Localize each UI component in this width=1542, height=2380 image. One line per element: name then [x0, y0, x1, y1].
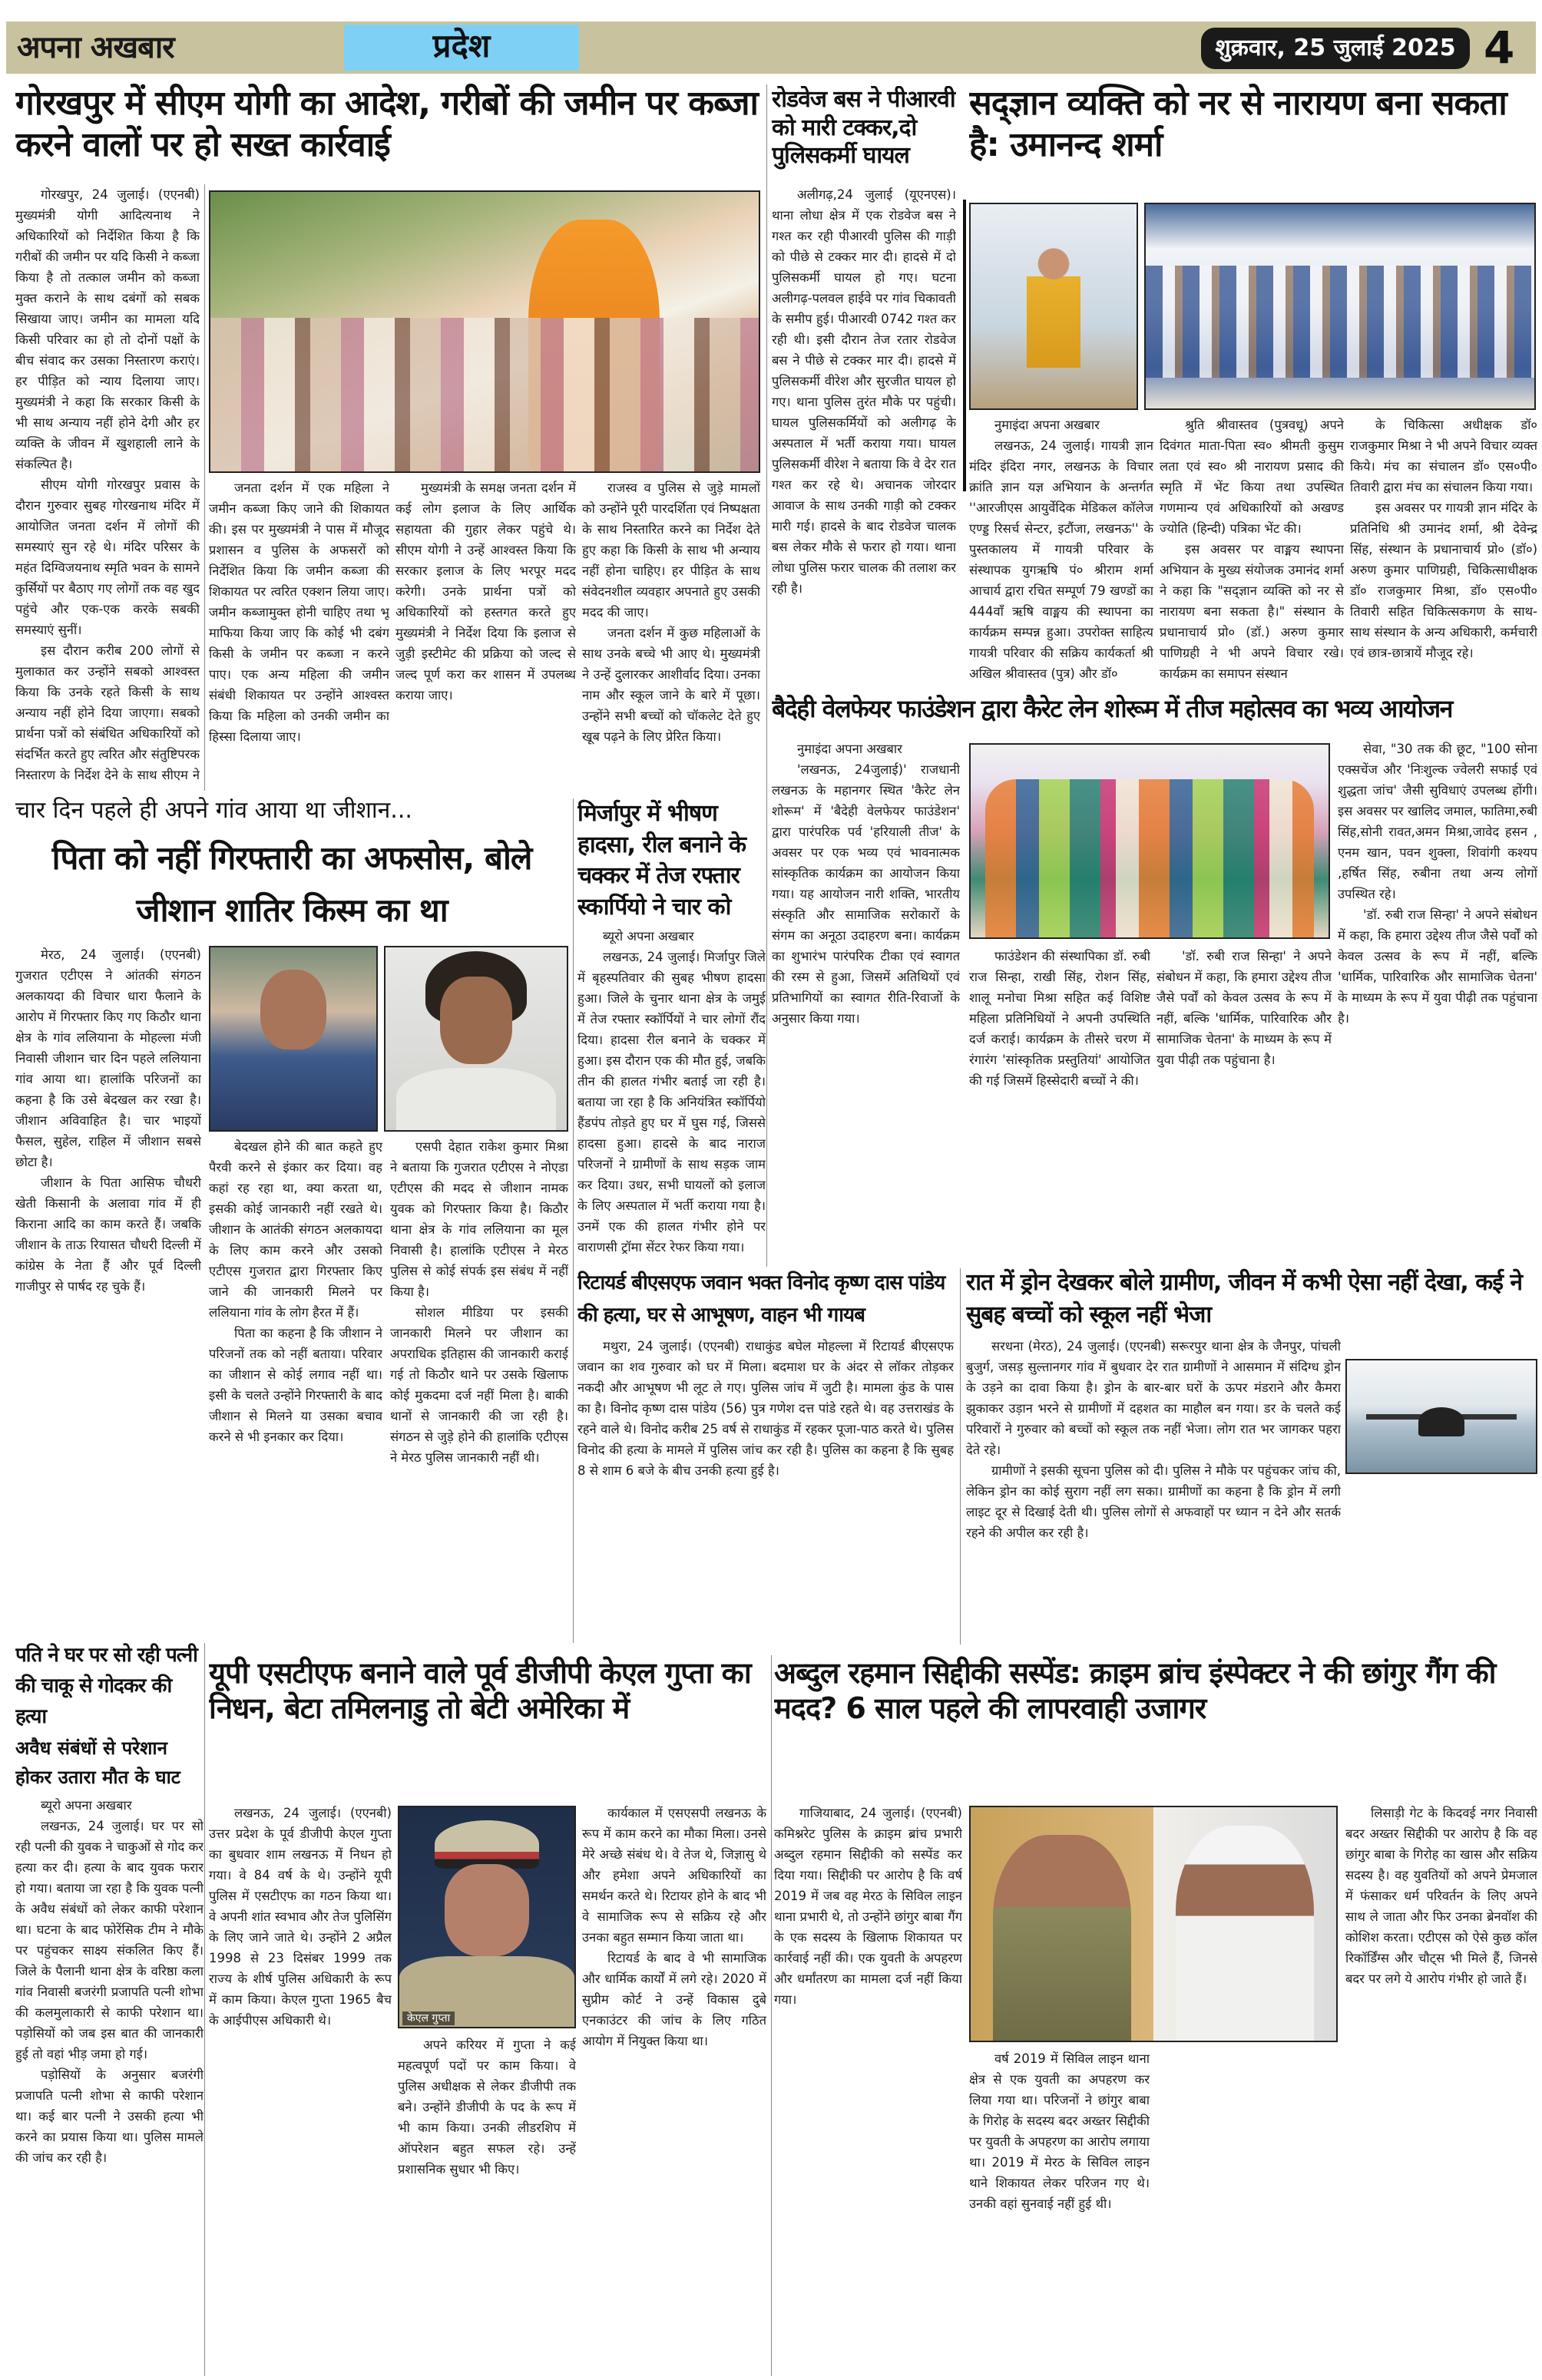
article-baidehi-col2: फाउंडेशन की संस्थापिका डॉ. रुबी राज सिन्हा, राखी सिंह, रोशन सिंह, शालू मनोचा मिश्रा सहित कई विशिष्ट महिला प्रतिनिधियों ने अपनी उपस्थिति दर्ज कराई। कार्यक्रम के तीसरे चरण में रंगारंग 'सांस्कृतिक प्रस्तुतियां' आयोजित की गई जिसमें हिस्सेदारी बच्चों ने की।	[969, 949, 1150, 1088]
article-zeeshan-col3: एसपी देहात राकेश कुमार मिश्रा ने बताया कि गुजरात एटीएस ने नोएडा एटीएस की मदद से जीशान नामक युवक को गिरफ्तार किया है। किठौर थाना क्षेत्र के गांव ललियाना का मूल निवासी है। हालांकि एटीएस ने मेरठ पुलिस से कोई संपर्क इस संबंध में नहीं किया है। सोशल मीडिया पर इसकी जानकारी मिलने पर जीशान का अपराधिक इतिहास की जानकारी कराई गई तो किठौर थाने पर उसके खिलाफ कोई मुकदमा दर्ज नहीं मिला है। बाकी थानों से जानकारी की जा रही है। संगठन से जुड़े होने की हालांकि एटीएस ने मेरठ पुलिस जानकारी नहीं थी।	[390, 1139, 568, 1465]
photo-father	[209, 946, 378, 1132]
column-divider	[963, 200, 966, 491]
article-drone: सरधना (मेरठ), 24 जुलाई। (एएनबी) सरूरपुर थाना क्षेत्र के जैनपुर, पांचली बुजुर्ग, जसड़ सुल्तानगर गांव में बुधवार देर रात ग्रामीणों ने आसमान में संदिग्ध ड्रोन के उड़ने का दावा किया है। ड्रोन के बार-बार घरों के ऊपर मंडराने और कैमरा झुकाकर उड़ान भरने से ग्रामीणों में दहशत का माहौल बन गया। डर के चलते कई परिवारों ने गुरुवार को बच्चों को स्कूल तक नहीं भेजा। लोग रात भर जागकर पहरा देते रहे। ग्रामीणों ने इसकी सूचना पुलिस को दी। पुलिस ने मौके पर पहुंचकर जांच की, लेकिन ड्रोन का कोई सुराग नहीं लग सका। ग्रामीणों का कहना है कि ड्रोन में लगी लाइट दूर से दिखाई देती थी। पुलिस लोगों से अफवाहों पर ध्यान न देने और सतर्क रहने की अपील कर रही है।	[966, 1339, 1341, 1540]
headline-bsf: रिटायर्ड बीएसएफ जवान भक्त विनोद कृष्ण दास पांडेय की हत्या, घर से आभूषण, वाहन भी गायब	[577, 1271, 945, 1327]
headline-gorakhpur: गोरखपुर में सीएम योगी का आदेश, गरीबों की जमीन पर कब्जा करने वालों पर हो सख्त कार्रवाई	[15, 84, 758, 164]
dateline: गोरखपुर, 24 जुलाई। (एएनबी)	[41, 187, 200, 202]
article-sadgyan-col2: श्रुति श्रीवास्तव (पुत्रवधू) अपने दिवंगत माता-पिता स्व० श्रीमती कुसुम लता एवं स्व० श्री नारायण प्रसाद की स्मृति में भेंट किया तथा उपस्थित गणमान्य एवं अधिकारियों को अखण्ड ज्योति (हिन्दी) पत्रिका भेंट की। इस अवसर पर वाङ्मय स्थापना अभियान के मुख्य संयोजक उमानंद शर्मा ने कहा कि "सद्ज्ञान व्यक्ति को नर से नारायण बना सकता है।" संस्थान के प्रधानाचार्य प्रो० (डॉ.) अरुण कुमार पाणिग्रही ने भी अपने विचार रखे। कार्यक्रम का समापन संस्थान	[1160, 418, 1344, 681]
article-siddiqui-col4: लिसाड़ी गेट के किदवई नगर निवासी बदर अख्तर सिद्दीकी पर आरोप है कि वह छांगुर बाबा के गिरोह का खास और सक्रिय सदस्य है। वह युवतियों को अपने प्रेमजाल में फंसाकर धर्म परिवर्तन के लिए अपने साथ ले जाता और फिर उनका ब्रेनवॉश की कोशिश करता। एटीएस को ऐसे कुछ कॉल रिकॉर्डिंग्स और चौट्स भी मिले हैं, जिनसे बदर पर लगे ये आरोप गंभीर हो जाते हैं।	[1345, 1806, 1537, 1986]
headline-chaku: पति ने घर पर सो रही पत्नी की चाकू से गोदकर की हत्या	[15, 1644, 197, 1728]
article-bsf: मथुरा, 24 जुलाई। (एएनबी) राधाकुंड बघेल मोहल्ला में रिटायर्ड बीएसएफ जवान का शव गुरुवार को घर में मिला। बदमाश घर के अंदर से लॉकर तोड़कर नकदी और आभूषण भी लूट ले गए। पुलिस जांच में जुटी है। मामला कुंड के पास का है। विनोद कृष्ण दास पांडेय (56) पुत्र गणेश दत्त पांडे रहते थे। वह उत्तराखंड के रहने वाले थे। विनोद करीब 25 वर्ष से राधाकुंड में रहकर पूजा-पाठ करते थे। पुलिस विनोद की हत्या के मामले में पुलिस जांच कर रही है। पुलिस का कहना है कि सुबह 8 से शाम 6 बजे के बीच उनकी हत्या हुई है।	[577, 1339, 954, 1478]
article-sadgyan-col3: के चिकित्सा अधीक्षक डॉ० राजकुमार मिश्रा ने भी अपने विचार व्यक्त किये। मंच का संचालन डॉ० एस०पी० तिवारी द्वारा मंच का संचालन किया गया। इस अवसर पर गायत्री ज्ञान मंदिर के प्रतिनिधि श्री उमानंद शर्मा, श्री देवेन्द्र सिंह, संस्थान के प्रधानाचार्य प्रो० (डॉ०) अरुण कुमार पाणिग्रही, चिकित्साधीक्षक डॉ० राजकुमार मिश्रा, डॉ० एस०पी० तिवारी सहित चिकित्सकगण के साथ-साथ संस्थान के अन्य अधिकारी, कर्मचारी एवं छात्र-छात्रायें मौजूद रहे।	[1350, 418, 1537, 660]
headline-zeeshan: पिता को नहीं गिरफ्तारी का अफसोस, बोले जीशान शातिर किस्म का था	[51, 839, 532, 929]
article-baidehi-col3: 'डॉ. रुबी राज सिन्हा' ने अपने संबोधन में कहा, कि हमारा उद्देश्य तीज जैसे पर्वों को केवल उत्सव के रूप में नहीं, बल्कि 'धार्मिक, पारिवारिक और सामाजिक चेतना' के माध्यम के रूप में युवा पीढ़ी तक पहुंचाना है।	[1156, 949, 1332, 1067]
article-gorakhpur-col1: गोरखपुर, 24 जुलाई। (एएनबी) मुख्यमंत्री योगी आदित्यनाथ ने अधिकारियों को निर्देशित किया है कि गरीबों की जमीन पर यदि किसी ने कब्जा किया है तो तत्काल जमीन को कब्जा मुक्त कराने के साथ दबंगों को सबक सिखाया जाए। जमीन का मामला यदि किसी परिवार का हो तो दोनों पक्षों के बीच संवाद कर उसका निस्तारण कराएं। हर पीड़ित को न्याय दिलाया जाए। मुख्यमंत्री ने कहा कि सरकार किसी के भी साथ अन्याय नहीं होने देगी और हर व्यक्ति के जीवन में खुशहाली लाने के संकल्पित है। सीएम योगी गोरखपुर प्रवास के दौरान गुरुवार सुबह गोरखनाथ मंदिर में आयोजित जनता दर्शन में लोगों की समस्याएं सुन रहे थे। मंदिर परिसर के महंत दिग्विजयनाथ स्मृति भवन के सामने कुर्सियों पर बैठाए गए लोगों तक वह खुद पहुंचे और एक-एक करके सबकी समस्याएं सुनीं। इस दौरान करीब 200 लोगों से मुलाकात कर उन्होंने सबको आश्वस्त किया कि उनके रहते किसी के साथ अन्याय नहीं होने दिया जाएगा। सबको प्रार्थना पत्रों को संबंधित अधिकारियों को संदर्भित करते हुए त्वरित और संतुष्टिपरक निस्तारण के निर्देश देने के साथ सीएम ने	[15, 187, 200, 782]
article-sadgyan-col1: नुमाइंदा अपना अखबार लखनऊ, 24 जुलाई। गायत्री ज्ञान मंदिर इंदिरा नगर, लखनऊ के विचार क्रांति ज्ञान यज्ञ अभियान के अन्तर्गत ''आरजीएस आयुर्वेदिक मेडिकल कॉलेज एण्ड्ड रिसर्च सेन्टर, इटौंजा, लखनऊ'' के पुस्तकालय में गायत्री परिवार के संस्थापक युगऋषि पं० श्रीराम शर्मा आचार्य द्वारा रचित सम्पूर्ण 79 खण्डों का 444वाँ ऋषि वाङ्मय की स्थापना का कार्यक्रम सम्पन्न हुआ। उपरोक्त साहित्य गायत्री परिवार की सक्रिय कार्यकर्ता श्री अखिल श्रीवास्तव (पुत्र) और डॉ०	[969, 418, 1153, 681]
article-siddiqui-col2: वर्ष 2019 में सिविल लाइन थाना क्षेत्र से एक युवती का अपहरण कर लिया गया था। परिजनों ने छांगुर बाबा के गिरोह के सदस्य बदर अख्तर सिद्दीकी पर युवती के अपहरण का आरोप लगाया था। 2019 में मेरठ के सिविल लाइन थाने शिकायत लेकर परिजन गए थे। उनकी वहां सुनवाई नहीं हुई थी।	[969, 2051, 1150, 2211]
headline-baidehi: बैदेही वेलफेयर फाउंडेशन द्वारा कैरेट लेन शोरूम में तीज महोत्सव का भव्य आयोजन	[772, 694, 1452, 723]
article-siddiqui-col1: गाजियाबाद, 24 जुलाई। (एएनबी) कमिश्नरेट पुलिस के क्राइम ब्रांच प्रभारी अब्दुल रहमान सिद्दीकी को सस्पेंड कर दिया गया। सिद्दीकी पर आरोप है कि वर्ष 2019 में जब वह मेरठ के सिविल लाइन थाना प्रभारी थे, तो उन्होंने छांगुर बाबा गैंग के एक सदस्य के खिलाफ शिकायत पर कार्रवाई नहीं की। एक युवती के अपहरण और धर्मांतरण का मामला दर्ज नहीं किया गया।	[774, 1806, 962, 2007]
article-zeeshan-col1: मेरठ, 24 जुलाई। (एएनबी) गुजरात एटीएस ने आंतकी संगठन अलकायदा की विचार धारा फैलाने के आरोप में गिरफ्तार किए गए किठौर थाना क्षेत्र के गांव ललियाना के मोहल्ला मंजी निवासी जीशान चार दिन पहले ललियाना गांव आया था। हालांकि परिजनों का कहना है कि उसे बेदखल कर रखा है। जीशान अविवाहित है। चार भाइयों फैसल, सुहेल, राहिल में जीशान सबसे छोटा है। जीशान के पिता आसिफ चौधरी खेती किसानी के अलावा गांव में ही किराना आदि का काम करते हैं। जबकि जीशान के ताऊ रियासत चौधरी दिल्ली में कांग्रेस के नेता हैं और पूर्व दिल्ली गाजीपुर से पार्षद रह चुके हैं।	[15, 947, 201, 1294]
photo-caption-kl-gupta: केएल गुप्ता	[402, 2011, 455, 2025]
photo-students	[1144, 203, 1536, 410]
article-gorakhpur-col3: मुख्यमंत्री के समक्ष जनता दर्शन में कई लोग इलाज के लिए आर्थिक सहायता की गुहार लेकर पहुंचे थे। सीएम योगी ने उन्हें आश्वस्त किया कि सरकार इलाज के लिए भरपूर मदद करेगी। उनके प्रार्थना पत्रों को अधिकारियों को हस्तगत करते हुए मुख्यमंत्री ने निर्देश दिया कि इलाज से जुड़ी इस्टीमेट की प्रक्रिया को जल्द से जल्द पूर्ण करा कर शासन में उपलब्ध कराया जाए।	[395, 481, 576, 702]
column-divider	[771, 1655, 772, 2376]
article-baidehi-col1: नुमाइंदा अपना अखबार 'लखनऊ, 24जुलाई)' राजधानी लखनऊ के महानगर स्थित 'कैरेट लेन शोरूम' में 'बैदेही वेलफेयर फाउंडेशन' द्वारा पारंपरिक पर्व 'हरियाली तीज' के अवसर पर एक भव्य एवं भावनात्मक सांस्कृतिक कार्यक्रम का आयोजन किया गया। यह आयोजन नारी शक्ति, भारतीय संस्कृति और सामाजिक सरोकारों के संगम का अनूठा उदाहरण बना। कार्यक्रम का शुभारंभ पारंपरिक टीका एवं स्वागत की रस्म से हुआ, जिसमें अतिथियों एवं प्रतिभागियों का स्वागत रीति-रिवाजों के अनुसार किया गया।	[772, 742, 960, 1026]
article-zeeshan-col2: बेदखल होने की बात कहते हुए पैरवी करने से इंकार कर दिया। वह कहां रह रहा था, क्या करता था, इसकी कोई जानकारी नहीं रखते थे। जीशान के आतंकी संगठन अलकायदा के लिए काम करने और उसको एटीएस गुजरात द्वारा गिरफ्तार किए जाने की जानकारी मिलने पर ललियाना गांव के लोग हैरत में हैं। पिता का कहना है कि जीशान ने परिजनों तक को नहीं बताया। परिवार का जीशान से कोई लगाव नहीं था। इसी के चलते उन्होंने गिरफ्तारी के बाद जीशान से मिलने या उसका बचाव करने से भी इनकार कर दिया।	[209, 1139, 382, 1444]
article-mirzapur: ब्यूरो अपना अखबार लखनऊ, 24 जुलाई। मिर्जापुर जिले में बृहस्पतिवार की सुबह भीषण हादसा हुआ। जिले के चुनार थाना क्षेत्र के जमुई में तेज रफ्तार स्कॉर्पियों ने चार लोगों रौंद दिया। हादसा रील बनाने के चक्कर में हुआ। इस दौरान एक की मौत हुई, जबकि तीन की हालत गंभीर बताई जा रही है। बताया जा रहा है कि अनियंत्रित स्कॉर्पियो हैंडपंप तोड़ते हुए घर में घुस गई, जिससे हादसा हुआ। हादसे के बाद नाराज परिजनों ने ग्रामीणों के साथ सड़क जाम कर दिया। उधर, सभी घायलों को इलाज के लिए अस्पताल में भर्ती कराया गया है। उनमें एक की हालत गंभीर होने पर वाराणसी ट्रॉमा सेंटर रेफर किया गया।	[577, 929, 766, 1254]
headline-siddiqui: अब्दुल रहमान सिद्दीकी सस्पेंड: क्राइम ब्रांच इंस्पेक्टर ने की छांगुर गैंग की मदद? 6 साल पहले की लापरवाही उजागर	[774, 1656, 1496, 1725]
column-divider	[204, 1643, 205, 2376]
headline-bus-accident: रोडवेज बस ने पीआरवी को मारी टक्कर,दो पुलिसकर्मी घायल	[772, 86, 955, 170]
headline-sadgyan: सद्ज्ञान व्यक्ति को नर से नारायण बना सकता है: उमानन्द शर्मा	[969, 84, 1507, 164]
photo-drone	[1345, 1359, 1537, 1474]
article-bus-accident: अलीगढ़,24 जुलाई (यूएनएस)। थाना लोधा क्षेत्र में एक रोडवेज बस ने गश्त कर रही पीआरवी पुलिस की गाड़ी को पीछे से टक्कर मार दी। हादसे में दो पुलिसकर्मी घायल हो गए। घटना अलीगढ़-पलवल हाईवे पर गांव चिकावती के समीप हुई। पीआरवी 0742 गश्त कर रही थी। इसी दौरान तेज रतार रोडवेज बस ने पीछे से टक्कर मार दी। हादसे में पुलिसकर्मी वीरेश और सुरजीत घायल हो गए। थाना पुलिस तुरंत मौके पर पहुंची। घायल पुलिसकर्मियों को अलीगढ़ के अस्पताल में भर्ती कराया गया। घायल पुलिसकर्मी वीरेश ने बताया कि वे देर रात गश्त कर रहे थे। अचानक जोरदार आवाज के साथ उनकी गाड़ी को टक्कर मारी गई। हादसे के बाद रोडवेज चालक बस लेकर मौके से फरार हो गया। थाना लोधा पुलिस फरार चालक की तलाश कर रही है।	[772, 187, 956, 596]
article-chaku: ब्यूरो अपना अखबार लखनऊ, 24 जुलाई। घर पर सो रही पत्नी की युवक ने चाकुओं से गोद कर हत्या कर दी। हत्या के बाद युवक फरार हो गया। बताया जा रहा है कि युवक पत्नी के अवैध संबंधों को लेकर काफी परेशान था। घटना के बाद फोरेंसिक टीम ने मौके पर पहुंचकर साक्ष्य संकलित किए हैं। जिले के पैलानी थाना क्षेत्र के वरिष्ठा कला गांव निवासी बजरंगी प्रजापति पत्नी शोभा की कलमुलाकारी से काफी परेशान था। पड़ोसियों को जब इस बात की जानकारी हुई तो वहां भीड़ जमा हो गई। पड़ोसियों के अनुसार बजरंगी प्रजापति पत्नी शोभा से काफी परेशान था। कई बार पत्नी ने उसकी हत्या भी करने का प्रयास किया था। पुलिस मामले की जांच कर रही है।	[15, 1798, 204, 2165]
page-number: 4	[1484, 21, 1515, 74]
article-baidehi-col4: सेवा, "30 तक की छूट, "100 सोना एक्सचेंज और 'निःशुल्क ज्वेलरी सफाई एवं शुद्धता जांच' जैसी सुविधाएं उपलब्ध होंगी। इस अवसर पर खालिद जमाल, फातिमा,रुबी सिंह,सोनी रावत,अमन मिश्रा,जावेद हसन , एनम खान, पवन शुक्ला, शिवांगी कश्यप ,हर्षित सिंह, रुबीना तथा अन्य लोगों उपस्थित रहे। 'डॉ. रुबी राज सिन्हा' ने अपने संबोधन में कहा, कि हमारा उद्देश्य तीज जैसे पर्वों को केवल उत्सव के रूप में नहीं, बल्कि 'धार्मिक, पारिवारिक और सामाजिक चेतना' के माध्यम के रूप में युवा पीढ़ी तक पहुंचाना है।	[1338, 742, 1537, 1026]
photo-zeeshan	[384, 946, 568, 1132]
column-divider	[766, 84, 767, 1267]
paper-name: अपना अखबार	[17, 30, 174, 65]
column-divider	[960, 1268, 961, 1645]
kicker-zeeshan: चार दिन पहले ही अपने गांव आया था जीशान...	[15, 797, 412, 824]
issue-date: शुक्रवार, 25 जुलाई 2025	[1201, 28, 1470, 69]
photo-kl-gupta	[398, 1806, 576, 2028]
photo-cm-yogi	[209, 190, 760, 473]
headline-drone: रात में ड्रोन देखकर बोले ग्रामीण, जीवन में कभी ऐसा नहीं देखा, कई ने सुबह बच्चों को स्कूल नहीं भेजा	[966, 1269, 1523, 1328]
subhead-chaku: अवैध संबंधों से परेशान होकर उतारा मौत के घाट	[15, 1737, 180, 1788]
column-divider	[204, 184, 205, 791]
article-dgp-col2: अपने करियर में गुप्ता ने कई महत्वपूर्ण पदों पर काम किया। वे पुलिस अधीक्षक से लेकर डीजीपी तक बने। उन्होंने डीजीपी के पद के रूप में भी काम किया। उनकी लीडरशिप में ऑपरेशन बहुत सफल रहे। उन्हें प्रशासनिक सुधार भी किए।	[398, 2038, 576, 2177]
column-divider	[573, 798, 574, 1643]
article-gorakhpur-col2: जनता दर्शन में एक महिला ने जमीन कब्जा किए जाने की शिकायत की। इस पर मुख्यमंत्री ने पास में मौजूद प्रशासन व पुलिस के अफसरों को निर्देशित किया कि जमीन कब्जा की शिकायत पर त्वरित एक्शन लिया जाए। जमीन कब्जामुक्त होनी चाहिए तथा भू माफिया किया जाए कि कोई भी दबंग किसी के जमीन पर कब्जा न करने पाए। एक अन्य महिला की जमीन संबंधी शिकायत पर उन्होंने आश्वस्त किया कि महिला को उनकी जमीन का हिस्सा दिलाया जाए।	[209, 481, 389, 744]
masthead	[6, 21, 1536, 74]
article-dgp-col3: कार्यकाल में एसएसपी लखनऊ के रूप में काम करने का मौका मिला। उनसे मेरे अच्छे संबंध थे। वे तेज थे, जिज्ञासु थे और हमेशा अपने अधिकारियों का समर्थन करते थे। रिटायर होने के बाद भी वे सामाजिक रूप से सक्रिय रहे और उनका बहुत सम्मान किया जाता था। रिटायर्ड के बाद वे भी सामाजिक और धार्मिक कार्यों में लगे रहे। 2020 में सुप्रीम कोर्ट ने उन्हें विकास दुबे एनकाउंटर की जांच के लिए गठित आयोग में नियुक्त किया था।	[582, 1806, 766, 2048]
article-dgp-col1: लखनऊ, 24 जुलाई। (एएनबी) उत्तर प्रदेश के पूर्व डीजीपी केएल गुप्ता का बुधवार शाम लखनऊ में निधन हो गया। वे 84 वर्ष के थे। उन्होंने यूपी पुलिस में एसटीएफ का गठन किया था। वे अपनी शांत स्वभाव और तेज पुलिसिंग के लिए जाने जाते थे। उन्होंने 2 अप्रैल 1998 से 23 दिसंबर 1999 तक राज्य के शीर्ष पुलिस अधिकारी के रूप में काम किया। केएल गुप्ता 1965 बैच के आईपीएस अधिकारी थे।	[209, 1806, 392, 2028]
photo-speaker	[969, 203, 1138, 410]
headline-mirzapur: मिर्जापुर में भीषण हादसा, रील बनाने के चक्कर में तेज रफ्तार स्कार्पियो ने चार को	[577, 800, 746, 921]
article-gorakhpur-col4: राजस्व व पुलिस से जुड़े मामलों को उन्होंने पूरी पारदर्शिता एवं निष्पक्षता के साथ निस्तारित करने का निर्देश देते हुए कहा कि किसी के साथ भी अन्याय नहीं होना चाहिए। हर पीड़ित के साथ संवेदनशील व्यवहार अपनाते हुए उसकी मदद की जाए। जनता दर्शन में कुछ महिलाओं के साथ उनके बच्चे भी आए थे। मुख्यमंत्री ने उन्हें दुलारकर आशीर्वाद दिया। उनका नाम और स्कूल जाने के बारे में पूछा। उन्होंने सभी बच्चों को चॉकलेट देते हुए खूब पढ़ने के लिए प्रेरित किया।	[582, 481, 760, 744]
photo-siddiqui	[969, 1806, 1338, 2042]
photo-teej-group	[969, 743, 1330, 939]
headline-dgp: यूपी एसटीएफ बनाने वाले पूर्व डीजीपी केएल गुप्ता का निधन, बेटा तमिलनाडु तो बेटी अमेरिका में	[209, 1656, 751, 1725]
section-label: प्रदेश	[344, 25, 579, 71]
